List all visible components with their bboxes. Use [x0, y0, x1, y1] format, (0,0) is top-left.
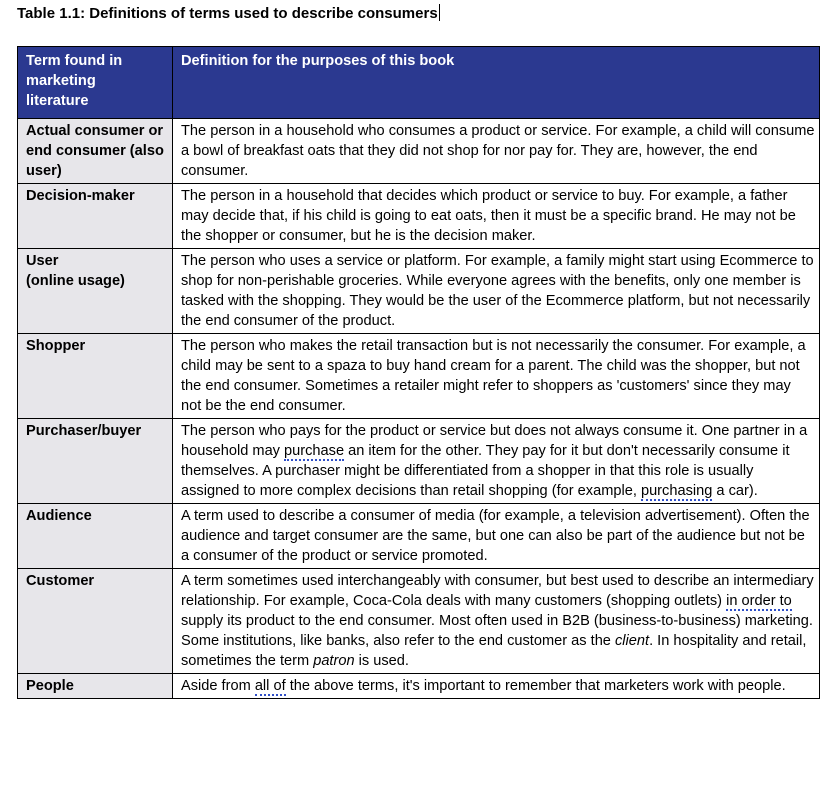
definition-text: A term sometimes used interchangeably with consumer, but best used to describe an intermediary relationship. For example, Coca-Cola deals with many customers (shopping outlets): [181, 573, 814, 609]
term-cell: Shopper: [18, 334, 173, 419]
table-row: [18, 334, 820, 419]
definition-cell: The person who makes the retail transaction but is not necessarily the consumer. For example, a child may be sent to a spaza to buy hand cream for a parent. The child was the shopper, but not the end consumer. Sometimes a retailer might refer to shoppers as 'customers' since they may not be the end consumer.: [173, 334, 820, 419]
definition-cell: The person who uses a service or platform. For example, a family might start using Ecommerce to shop for non-perishable groceries. While everyone agrees with the benefits, only one member is tasked with the shopping. They would be the user of the Ecommerce platform, but not necessarily the end consumer of the product.: [173, 249, 820, 334]
definition-text: The person who pays for the product or service but does not always consume it. One partner in a household may: [181, 423, 808, 459]
term-cell: Purchaser/buyer: [18, 419, 173, 504]
italic-term: patron: [313, 653, 355, 669]
definition-cell: [173, 569, 820, 674]
term-cell: Decision-maker: [18, 184, 173, 249]
table-header-row: [18, 47, 820, 119]
text-cursor: [439, 4, 440, 21]
header-definition: Definition for the purposes of this book: [173, 47, 820, 119]
definition-text: . In hospitality and retail, sometimes the term: [181, 633, 807, 669]
grammar-flagged-word: purchase: [284, 443, 345, 459]
definitions-table: [17, 46, 820, 699]
table-row: [18, 419, 820, 504]
definition-cell: The person in a household that decides which product or service to buy. For example, a father may decide that, if his child is going to eat oats, then it must be a specific brand. He may not be the shopper or consumer, but he is the decision maker.: [173, 184, 820, 249]
table-row: [18, 674, 820, 699]
definition-text: Aside from: [181, 678, 255, 694]
grammar-flagged-word: in order to: [726, 593, 792, 609]
definition-text: is used.: [354, 653, 409, 669]
definition-cell: [173, 674, 820, 699]
term-cell: People: [18, 674, 173, 699]
italic-term: client: [614, 633, 650, 649]
term-cell: [18, 249, 173, 334]
term-cell: Actual consumer or end consumer (also user): [18, 119, 173, 184]
grammar-flagged-word: purchasing: [640, 483, 713, 499]
definition-cell: [173, 419, 820, 504]
definition-text: the above terms, it's important to remember that marketers work with people.: [285, 678, 786, 694]
header-term: Term found in marketing literature: [18, 47, 173, 119]
term-line: User: [26, 253, 59, 269]
definition-text: a car).: [712, 483, 758, 499]
grammar-flagged-word: all of: [254, 678, 286, 694]
table-caption: [17, 4, 440, 23]
table-caption-text: Table 1.1: Definitions of terms used to describe consumers: [17, 5, 438, 22]
definition-cell: The person in a household who consumes a product or service. For example, a child will consume a bowl of breakfast oats that they did not shop for nor pay for. They are, however, the end consumer.: [173, 119, 820, 184]
term-cell: Audience: [18, 504, 173, 569]
table-row: [18, 184, 820, 249]
table-row: [18, 249, 820, 334]
definition-text: an item for the other. They pay for it but don't necessarily consume it themselves. A purchaser might be differentiated from a shopper in that this role is usually assigned to more complex decisions than retail shopping (for example,: [181, 443, 790, 499]
term-cell: Customer: [18, 569, 173, 674]
table-row: [18, 119, 820, 184]
term-line: (online usage): [26, 273, 125, 289]
definition-text: supply its product to the end consumer. Most often used in B2B (business-to-business) marketing. Some institutions, like banks, also refer to the end customer as the: [181, 613, 813, 649]
table-row: [18, 569, 820, 674]
table-row: [18, 504, 820, 569]
definition-cell: A term used to describe a consumer of media (for example, a television advertisement). Often the audience and target consumer are the same, but one can also be part of the audience but not be a consumer of the product or service promoted.: [173, 504, 820, 569]
